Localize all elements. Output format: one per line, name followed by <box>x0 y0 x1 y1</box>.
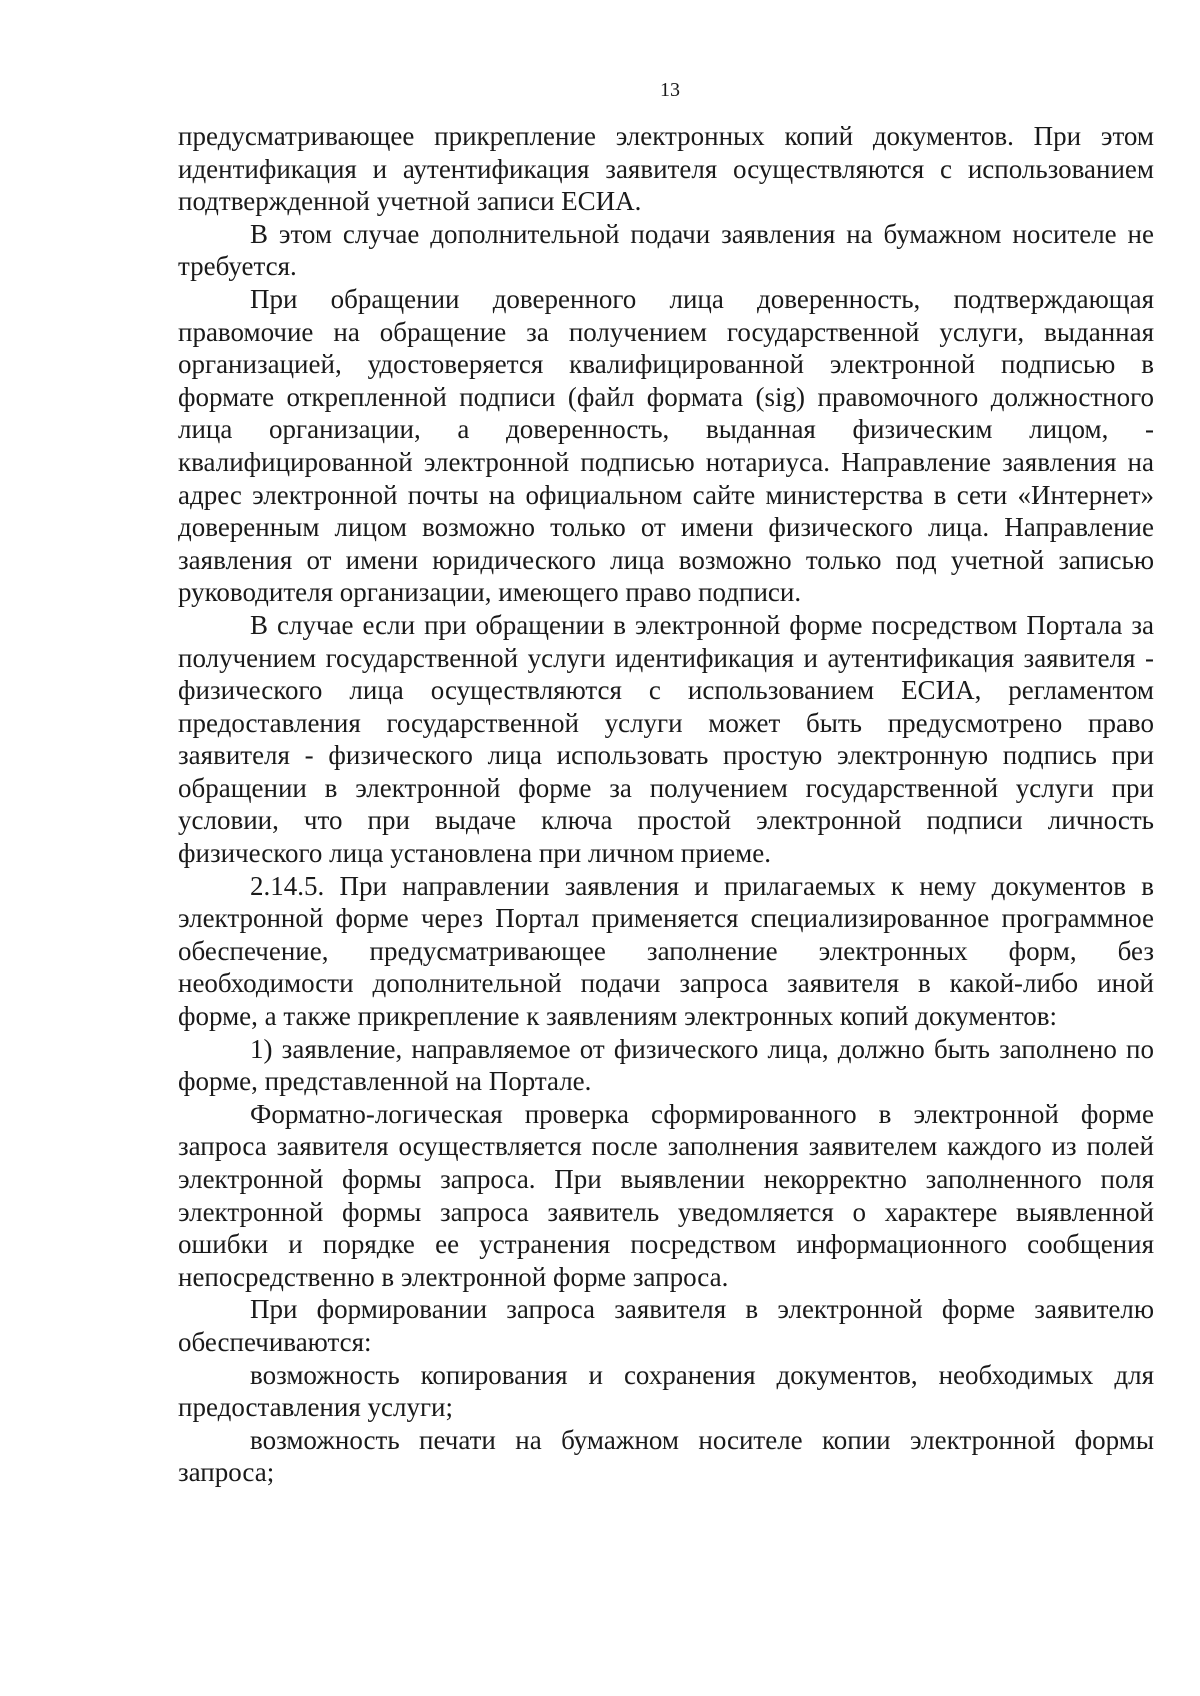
paragraph: Форматно-логическая проверка сформированного в электронной форме запроса заявителя осуществляется после заполнения заявителем каждого из полей электронной формы запроса. При выявлении некорректно заполненного поля электронной формы запроса заявитель уведомляется о характере выявленной ошибки и порядке ее устранения посредством информационного сообщения непосредственно в электронной форме запроса. <box>178 1098 1154 1292</box>
paragraph: В случае если при обращении в электронной форме посредством Портала за получением государственной услуги идентификация и аутентификация заявителя - физического лица осуществляются с использованием ЕСИА, регламентом предоставления государственной услуги может быть предусмотрено право заявителя - физического лица использовать простую электронную подпись при обращении в электронной форме за получением государственной услуги при условии, что при выдаче ключа простой электронной подписи личность физического лица установлена при личном приеме. <box>178 609 1154 869</box>
paragraph-clause-2-14-5: 2.14.5. При направлении заявления и прилагаемых к нему документов в электронной форме через Портал применяется специализированное программное обеспечение, предусматривающее заполнение электронных форм, без необходимости дополнительной подачи запроса заявителя в какой-либо иной форме, а также прикрепление к заявлениям электронных копий документов: <box>178 870 1154 1032</box>
list-item-1: 1) заявление, направляемое от физического лица, должно быть заполнено по форме, представленной на Портале. <box>178 1033 1154 1097</box>
paragraph-continuation: предусматривающее прикрепление электронных копий документов. При этом идентификация и аутентификация заявителя осуществляются с использованием подтвержденной учетной записи ЕСИА. <box>178 121 1154 217</box>
list-item: возможность печати на бумажном носителе копии электронной формы запроса; <box>178 1424 1154 1488</box>
paragraph: В этом случае дополнительной подачи заявления на бумажном носителе не требуется. <box>178 218 1154 282</box>
page-number: 13 <box>660 79 680 101</box>
list-item: возможность копирования и сохранения документов, необходимых для предоставления услуги; <box>178 1359 1154 1423</box>
document-body <box>178 120 1154 1489</box>
paragraph: При формировании запроса заявителя в электронной форме заявителю обеспечиваются: <box>178 1294 1154 1357</box>
paragraph: При обращении доверенного лица доверенность, подтверждающая правомочие на обращение за получением государственной услуги, выданная организацией, удостоверяется квалифицированной электронной подписью в формате открепленной подписи (файл формата (sig) правомочного должностного лица организации, а доверенность, выданная физическим лицом, - квалифицированной электронной подписью нотариуса. Направление заявления на адрес электронной почты на официальном сайте министерства в сети «Интернет» доверенным лицом возможно только от имени физического лица. Направление заявления от имени юридического лица возможно только под учетной записью руководителя организации, имеющего право подписи. <box>178 283 1154 608</box>
